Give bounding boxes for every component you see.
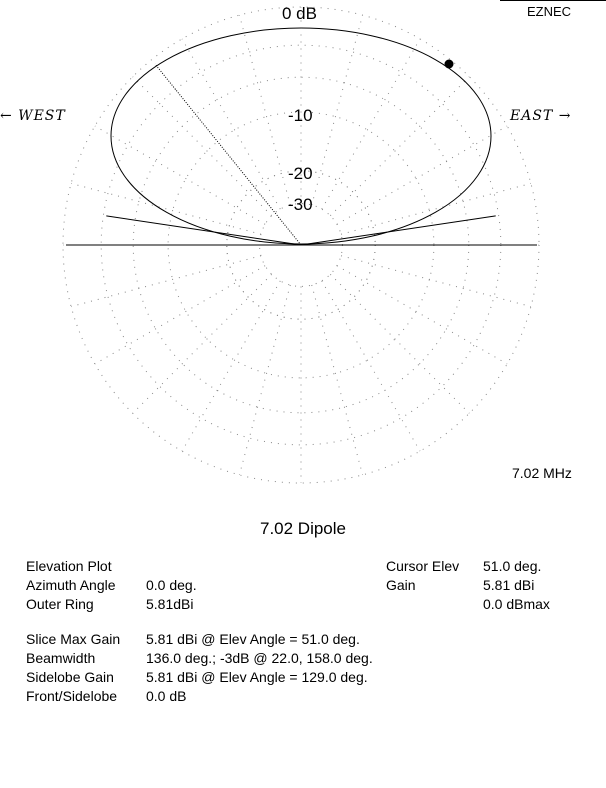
info-label: Azimuth Angle xyxy=(26,577,116,593)
grid-spoke xyxy=(330,77,469,216)
grid-spoke xyxy=(71,183,261,234)
cursor-marker xyxy=(445,60,454,69)
grid-spoke xyxy=(341,183,531,234)
info-label: Sidelobe Gain xyxy=(26,669,114,685)
info-value: 0.0 dB xyxy=(146,688,187,704)
ring-label-0db: 0 dB xyxy=(282,4,317,23)
grid-spoke xyxy=(182,39,280,209)
info-value: 5.81 dBi xyxy=(483,577,535,593)
beamwidth-lines xyxy=(106,216,495,245)
info-value: 0.0 deg. xyxy=(146,577,197,593)
info-value: 5.81 dBi @ Elev Angle = 51.0 deg. xyxy=(146,631,360,647)
grid-spoke xyxy=(133,274,272,413)
grid-spoke xyxy=(322,39,420,209)
info-label: Elevation Plot xyxy=(26,558,112,574)
info-value: 51.0 deg. xyxy=(483,558,542,574)
west-label: ← WEST xyxy=(0,108,66,124)
grid-spoke xyxy=(330,274,469,413)
grid-spoke xyxy=(95,126,265,224)
grid-spoke xyxy=(95,266,265,364)
info-label: Gain xyxy=(386,577,416,593)
info-label: Slice Max Gain xyxy=(26,631,121,647)
beamwidth-line xyxy=(301,216,496,245)
grid-spoke xyxy=(182,281,280,451)
beamwidth-line xyxy=(106,216,301,245)
info-label: Cursor Elev xyxy=(386,558,460,574)
grid-spoke xyxy=(337,266,507,364)
brand-underline xyxy=(500,0,606,1)
grid-spoke xyxy=(239,285,290,475)
info-label: Beamwidth xyxy=(26,650,96,666)
brand-label: EZNEC xyxy=(527,4,572,19)
info-value: 0.0 dBmax xyxy=(483,596,550,612)
grid-spoke xyxy=(133,77,272,216)
ring-label-30: -30 xyxy=(288,195,313,214)
ring-label-20: -20 xyxy=(288,164,313,183)
info-value: 5.81dBi xyxy=(146,596,194,612)
grid-spoke xyxy=(322,281,420,451)
grid-spoke xyxy=(239,15,290,205)
grid-spoke xyxy=(312,15,363,205)
grid-spoke xyxy=(341,256,531,307)
grid-spoke xyxy=(312,285,363,475)
info-value: 5.81 dBi @ Elev Angle = 129.0 deg. xyxy=(146,669,368,685)
frequency-label: 7.02 MHz xyxy=(512,465,572,481)
east-label: EAST → xyxy=(510,108,572,124)
info-label: Front/Sidelobe xyxy=(26,688,118,704)
info-label: Outer Ring xyxy=(26,596,94,612)
ring-label-10: -10 xyxy=(288,106,313,125)
info-value: 136.0 deg.; -3dB @ 22.0, 158.0 deg. xyxy=(146,650,373,666)
grid-spoke xyxy=(337,126,507,224)
plot-title: 7.02 Dipole xyxy=(259,519,346,538)
grid-spoke xyxy=(71,256,261,307)
